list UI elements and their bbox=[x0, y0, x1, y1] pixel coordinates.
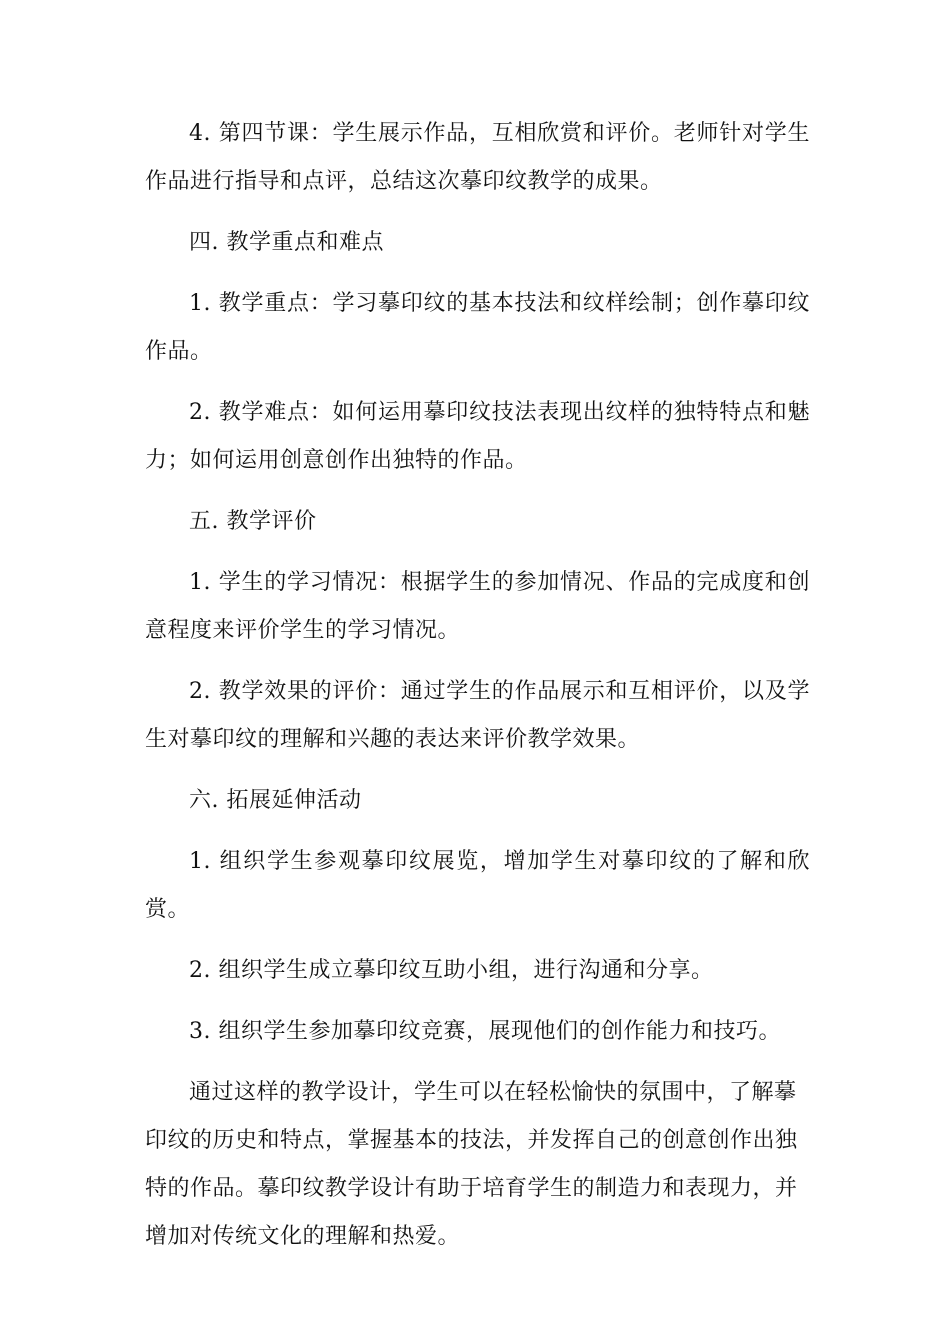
paragraph-learning-evaluation: 1. 学生的学习情况：根据学生的参加情况、作品的完成度和创意程度来评价学生的学习情况。 bbox=[145, 570, 810, 643]
paragraph-difficult-points: 2. 教学难点：如何运用摹印纹技法表现出纹样的独特特点和魅力；如何运用创意创作出独特的作品。 bbox=[145, 400, 810, 473]
paragraph-activity-exhibition: 1. 组织学生参观摹印纹展览，增加学生对摹印纹的了解和欣赏。 bbox=[145, 849, 810, 922]
paragraph-key-points: 1. 教学重点：学习摹印纹的基本技法和纹样绘制；创作摹印纹作品。 bbox=[145, 291, 810, 364]
heading-section-four: 四. 教学重点和难点 bbox=[189, 230, 384, 255]
paragraph-teaching-effect-evaluation: 2. 教学效果的评价：通过学生的作品展示和互相评价，以及学生对摹印纹的理解和兴趣的表达来评价教学效果。 bbox=[145, 679, 810, 752]
paragraph-conclusion: 通过这样的教学设计，学生可以在轻松愉快的氛围中，了解摹印纹的历史和特点，掌握基本的技法，并发挥自己的创意创作出独特的作品。摹印纹教学设计有助于培育学生的制造力和表现力，并增加对传统文化的理解和热爱。 bbox=[145, 1080, 798, 1249]
paragraph-activity-group: 2. 组织学生成立摹印纹互助小组，进行沟通和分享。 bbox=[189, 958, 714, 983]
paragraph-lesson-four: 4. 第四节课：学生展示作品，互相欣赏和评价。老师针对学生作品进行指导和点评，总结这次摹印纹教学的成果。 bbox=[145, 121, 810, 194]
heading-section-five: 五. 教学评价 bbox=[189, 509, 317, 534]
heading-section-six: 六. 拓展延伸活动 bbox=[189, 788, 362, 813]
document-body bbox=[145, 110, 810, 1274]
paragraph-activity-competition: 3. 组织学生参加摹印纹竞赛，展现他们的创作能力和技巧。 bbox=[189, 1019, 781, 1044]
